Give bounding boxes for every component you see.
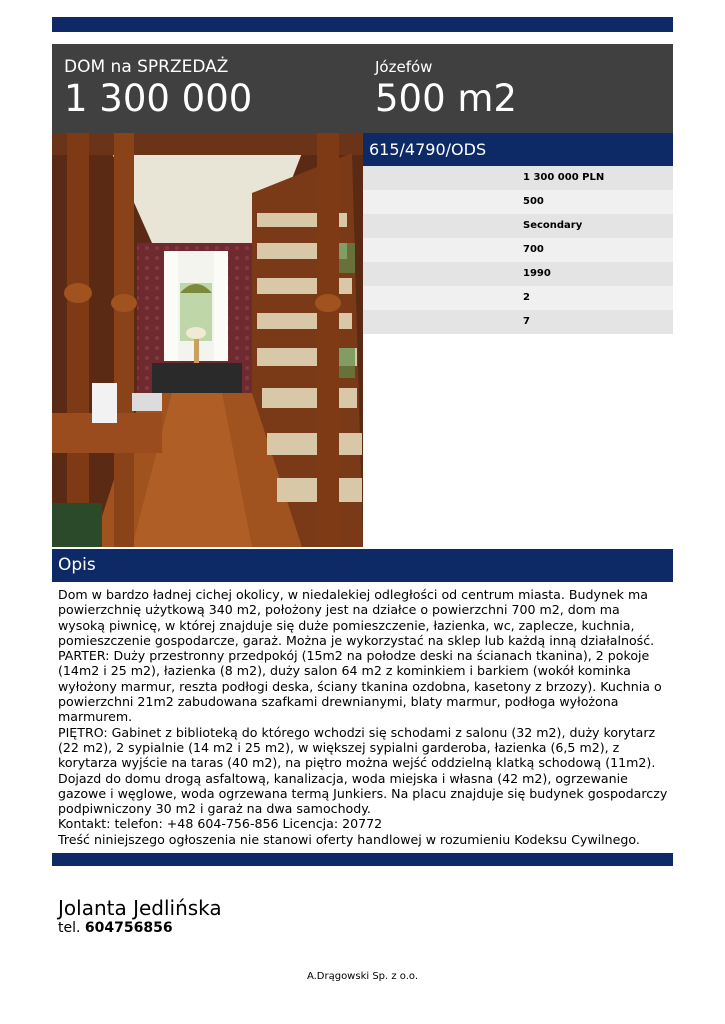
phone-label: tel. <box>58 920 81 936</box>
listing-type-label: DOM na SPRZEDAŻ <box>64 57 229 77</box>
listing-details-table <box>363 166 673 334</box>
property-photo <box>52 133 363 547</box>
phone-number: 604756856 <box>84 920 173 936</box>
listing-area: 500 m2 <box>375 77 517 120</box>
description-body <box>58 587 670 847</box>
description-paragraph: Dom w bardzo ładnej cichej okolicy, w niedalekiej odległości od centrum miasta. Budynek ma powierzchnię użytkową 340 m2, położony jest na działce o powierzchni 700 m2, dom ma wysoką piwnicę, w której znajduje się duże pomieszczenie, łazienka, wc, zaplecze, kuchnia, pomieszczenie gospodarcze, garaż. Można je wykorzystać na sklep lub każdą inną działalność. <box>58 587 655 648</box>
detail-row-rooms: 7 <box>363 310 673 334</box>
detail-row-price: 1 300 000 PLN <box>363 166 673 190</box>
agent-contact <box>58 896 222 936</box>
agent-name: Jolanta Jedlińska <box>58 896 222 920</box>
top-accent-bar <box>52 17 673 32</box>
listing-location: Józefów <box>375 58 433 76</box>
description-contact: Kontakt: telefon: +48 604-756-856 Licencja: 20772 <box>58 816 383 832</box>
detail-row-area: 500 <box>363 190 673 214</box>
description-disclaimer: Treść niniejszego ogłoszenia nie stanowi oferty handlowej w rozumieniu Kodeksu Cywilnego. <box>58 831 640 847</box>
listing-reference: 615/4790/ODS <box>363 133 673 166</box>
description-paragraph: PIĘTRO: Gabinet z biblioteką do którego wchodzi się schodami z salonu (32 m2), duży korytarz (22 m2), 2 sypialnie (14 m2 i 25 m2), w większej sypialni garderoba, łazienka (6,5 m2), z korytarza wyjście na taras (40 m2), na piętro można wejść oddzielną klatką schodową (11m2). Dojazd do domu drogą asfaltową, kanalizacja, woda miejska i własna (42 m2), ogrzewanie gazowe i węglowe, woda ogrzewana termą Junkiers. Na placu znajduje się budynek gospodarczy podpiwniczony 30 m2 i garaż na dwa samochody. <box>58 724 668 817</box>
header-right <box>375 56 517 120</box>
detail-row-market: Secondary <box>363 214 673 238</box>
description-heading: Opis <box>52 549 673 582</box>
footer-company: A.Drągowski Sp. z o.o. <box>306 971 419 982</box>
detail-row-floors: 2 <box>363 286 673 310</box>
header-left <box>64 56 252 120</box>
listing-header <box>52 44 673 133</box>
description-paragraph: PARTER: Duży przestronny przedpokój (15m2 na połodze deski na ścianach tkanina), 2 pokoje (14m2 i 25 m2), łazienka (8 m2), duży salon 64 m2 z kominkiem i barkiem (wokół kominka wyłożony marmur, reszta podłogi deska, ściany tkanina ozdobna, kasetony z brzozy). Kuchnia o powierzchni 21m2 zabudowana szafkami drewnianymi, blaty marmur, podłoga wyłożona marmurem. <box>58 648 662 725</box>
listing-price: 1 300 000 <box>64 77 253 120</box>
agent-phone <box>58 920 222 936</box>
bottom-accent-bar <box>52 853 673 866</box>
detail-row-year: 1990 <box>363 262 673 286</box>
detail-row-plot: 700 <box>363 238 673 262</box>
